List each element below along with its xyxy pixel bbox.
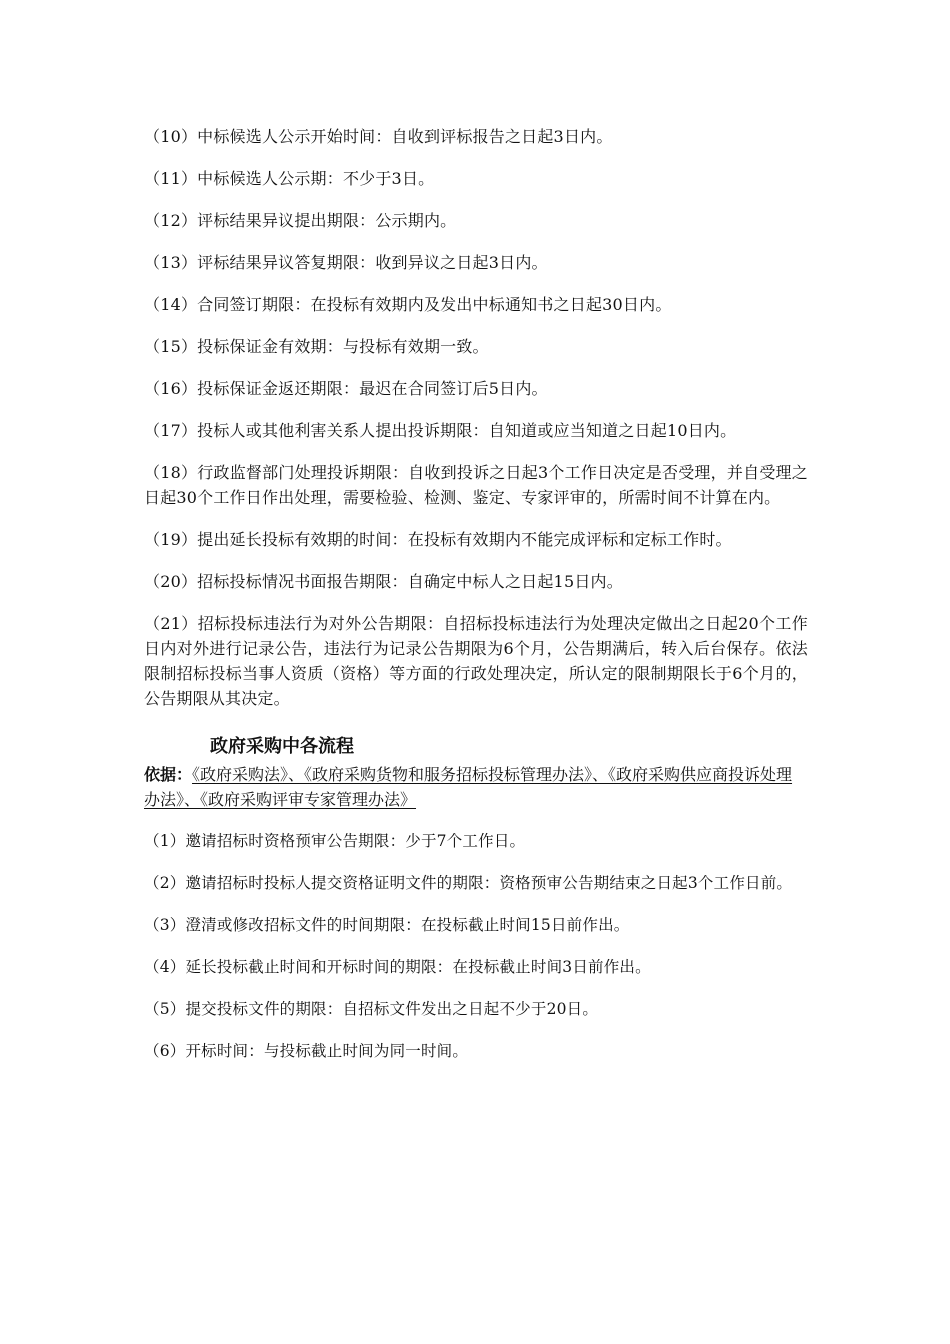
list-item: （17）投标人或其他利害关系人提出投诉期限：自知道或应当知道之日起10日内。 [144, 421, 737, 440]
basis-colon: ： [176, 765, 193, 784]
list-item: （3）澄清或修改招标文件的时间期限：在投标截止时间15日前作出。 [144, 916, 630, 934]
document-page [144, 124, 808, 1081]
list-item: （18）行政监督部门处理投诉期限：自收到投诉之日起3个工作日决定是否受理，并自受理之日起30个工作日作出处理，需要检验、检测、鉴定、专家评审的，所需时间不计算在内。 [144, 463, 808, 507]
list-item: （4）延长投标截止时间和开标时间的期限：在投标截止时间3日前作出。 [144, 958, 651, 976]
section-heading: 政府采购中各流程 [210, 736, 354, 757]
basis-line [144, 762, 808, 812]
list-item: （19）提出延长投标有效期的时间：在投标有效期内不能完成评标和定标工作时。 [144, 530, 732, 549]
list-item: （13）评标结果异议答复期限：收到异议之日起3日内。 [144, 253, 548, 272]
list-item: （15）投标保证金有效期：与投标有效期一致。 [144, 337, 489, 356]
basis-label: 依据 [144, 765, 177, 784]
list-item: （21）招标投标违法行为对外公告期限：自招标投标违法行为处理决定做出之日起20个工作日内对外进行记录公告，违法行为记录公告期限为6个月，公告期满后，转入后台保存。依法限制招标投标当事人资质（资格）等方面的行政处理决定，所认定的限制期限长于6个月的，公告期限从其决定。 [144, 614, 808, 708]
list-item: （5）提交投标文件的期限：自招标文件发出之日起不少于20日。 [144, 1000, 599, 1018]
basis-law-list: 《政府采购法》、《政府采购货物和服务招标投标管理办法》、《政府采购供应商投诉处理办法》、《政府采购评审专家管理办法》 [144, 765, 793, 809]
list-item: （12）评标结果异议提出期限：公示期内。 [144, 211, 457, 230]
list-item: （6）开标时间：与投标截止时间为同一时间。 [144, 1042, 469, 1060]
list-item: （11）中标候选人公示期：不少于3日。 [144, 169, 435, 188]
tender-deadline-list [144, 124, 808, 711]
list-item: （20）招标投标情况书面报告期限：自确定中标人之日起15日内。 [144, 572, 623, 591]
list-item: （1）邀请招标时资格预审公告期限：少于7个工作日。 [144, 832, 526, 850]
list-item: （14）合同签订期限：在投标有效期内及发出中标通知书之日起30日内。 [144, 295, 672, 314]
procurement-deadline-list [144, 829, 808, 1064]
list-item: （2）邀请招标时投标人提交资格证明文件的期限：资格预审公告期结束之日起3个工作日前。 [144, 874, 793, 892]
list-item: （10）中标候选人公示开始时间：自收到评标报告之日起3日内。 [144, 127, 613, 146]
list-item: （16）投标保证金返还期限：最迟在合同签订后5日内。 [144, 379, 548, 398]
